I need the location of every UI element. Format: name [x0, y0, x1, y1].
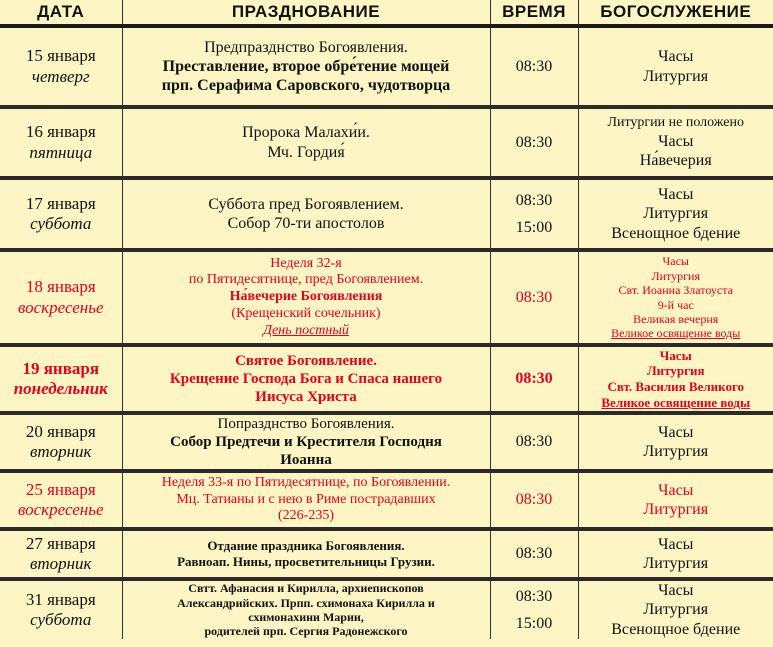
- service-item: Свт. Иоанна Златоуста: [618, 283, 733, 298]
- day-of-week: понедельник: [13, 379, 108, 398]
- date: 15 января: [25, 46, 96, 66]
- day-of-week: суббота: [30, 610, 92, 629]
- service-item: Литургия: [643, 501, 709, 518]
- fast-day-note: День постный: [263, 322, 349, 338]
- service-time: 08:30: [515, 191, 553, 209]
- day-of-week: воскресенье: [17, 297, 104, 317]
- table-row: [0, 26, 773, 107]
- feast-line: Крещение Господа Бога и Спаса нашего: [169, 371, 443, 387]
- table-row: [0, 413, 773, 471]
- service-item: На́вечерия: [639, 151, 712, 169]
- feast-line: (226-235): [278, 508, 334, 524]
- day-of-week: четверг: [31, 66, 90, 86]
- table-row: [0, 107, 773, 178]
- feast-cell: [122, 178, 490, 250]
- date-cell: [0, 250, 122, 345]
- feast-line: по Пятидесятнице, пред Богоявлением.: [188, 272, 424, 288]
- service-time: 15:00: [515, 615, 553, 632]
- service-item: Часы: [658, 481, 694, 499]
- feast-cell: [122, 579, 490, 639]
- feast-cell: [122, 471, 490, 529]
- date-cell: [0, 579, 122, 639]
- feast-cell: [122, 26, 490, 107]
- service-time: 08:30: [515, 587, 553, 605]
- feast-line: Равноап. Нины, просветительницы Грузии.: [177, 554, 435, 569]
- feast-cell: [122, 250, 490, 345]
- feast-line: Мч. Гордия́: [267, 143, 345, 161]
- service-time: 08:30: [515, 433, 553, 451]
- service-cell: [578, 413, 773, 471]
- service-item: 9-й час: [657, 297, 694, 312]
- service-item: Часы: [658, 582, 694, 600]
- service-item: Литургия: [643, 555, 709, 572]
- day-of-week: вторник: [29, 442, 92, 461]
- service-item: Часы: [658, 423, 694, 441]
- table-row: [0, 345, 773, 413]
- time-cell: [490, 178, 578, 250]
- feast-cell: [122, 413, 490, 471]
- table-row: [0, 250, 773, 345]
- feast-line: Собор 70-ти апостолов: [227, 215, 385, 232]
- header-date: ДАТА: [0, 0, 122, 26]
- feast-line: Попразднство Богоявления.: [217, 416, 395, 432]
- feast-cell: [122, 529, 490, 579]
- service-cell: [578, 345, 773, 413]
- feast-line: На́вечерие Богоявления: [229, 289, 383, 305]
- header-service: БОГОСЛУЖЕНИЕ: [578, 0, 773, 26]
- date-cell: [0, 413, 122, 471]
- time-cell: [490, 107, 578, 178]
- table-row: [0, 178, 773, 250]
- service-time: 08:30: [515, 545, 553, 563]
- service-item: Всенощное бдение: [611, 224, 741, 242]
- date: 17 января: [25, 193, 96, 213]
- feast-line: Мц. Татианы и с нею в Риме пострадавших: [176, 491, 436, 507]
- feast-line: Неделя 33-я по Пятидесятнице, по Богоявлении.: [161, 474, 451, 490]
- service-time: 08:30: [515, 57, 553, 75]
- service-item: Великое освящение воды: [601, 394, 751, 410]
- service-item: Литургия: [643, 443, 709, 460]
- header-time: ВРЕМЯ: [490, 0, 578, 26]
- service-time: 15:00: [515, 219, 553, 236]
- time-cell: [490, 413, 578, 471]
- service-item: Часы: [658, 48, 694, 66]
- table-row: [0, 471, 773, 529]
- feast-line: Пророка Малахи́и.: [242, 124, 370, 142]
- service-item: Великая вечерня: [633, 311, 719, 326]
- service-item: Часы: [662, 254, 689, 269]
- date: 16 января: [25, 122, 96, 142]
- date: 20 января: [25, 421, 96, 441]
- feast-line: (Крещенский сочельник): [231, 305, 381, 321]
- date-cell: [0, 178, 122, 250]
- day-of-week: воскресенье: [17, 500, 104, 519]
- feast-cell: [122, 345, 490, 413]
- service-cell: [578, 250, 773, 345]
- date: 19 января: [22, 358, 100, 378]
- time-cell: [490, 26, 578, 107]
- service-cell: [578, 178, 773, 250]
- day-of-week: суббота: [30, 214, 92, 233]
- header-feast: ПРАЗДНОВАНИЕ: [122, 0, 490, 26]
- service-time: 08:30: [515, 370, 553, 388]
- service-item: Литургия: [643, 67, 709, 85]
- time-cell: [490, 250, 578, 345]
- service-time: 08:30: [515, 491, 553, 509]
- date: 25 января: [25, 479, 96, 499]
- date: 18 января: [25, 277, 96, 297]
- service-item: Часы: [658, 186, 694, 204]
- feast-line: схимонахини Марии,: [248, 610, 364, 624]
- time-cell: [490, 471, 578, 529]
- service-cell: [578, 579, 773, 639]
- service-item: Свт. Василия Великого: [607, 379, 745, 394]
- feast-line: Отдание праздника Богоявления.: [207, 538, 405, 554]
- service-item: Часы: [658, 535, 694, 553]
- service-item: Великое освящение воды: [611, 326, 741, 341]
- service-item: Литургия: [646, 363, 705, 379]
- feast-line: Святое Богоявление.: [235, 353, 377, 369]
- date-cell: [0, 107, 122, 178]
- service-item: Литургии не положено: [607, 114, 744, 130]
- service-cell: [578, 107, 773, 178]
- service-item: Литургия: [643, 205, 709, 223]
- feast-line: Свтт. Афанасия и Кирилла, архиепископов: [188, 581, 424, 596]
- time-cell: [490, 345, 578, 413]
- service-cell: [578, 26, 773, 107]
- service-cell: [578, 529, 773, 579]
- date-cell: [0, 471, 122, 529]
- header-row: [0, 0, 773, 26]
- date: 31 января: [25, 589, 96, 609]
- feast-line: Собор Предтечи и Крестителя Господня: [170, 434, 442, 450]
- feast-line: родителей прп. Сергия Радонежского: [204, 624, 408, 639]
- feast-line: прп. Серафима Саровского, чудотворца: [161, 77, 451, 95]
- service-cell: [578, 471, 773, 529]
- feast-line: Суббота пред Богоявлением.: [208, 195, 404, 213]
- service-item: Часы: [658, 132, 694, 150]
- feast-line: Преставление, второе обре́тение мощей: [162, 57, 450, 75]
- service-item: Часы: [659, 347, 692, 363]
- date: 27 января: [25, 533, 96, 553]
- table-row: [0, 529, 773, 579]
- time-cell: [490, 579, 578, 639]
- date-cell: [0, 529, 122, 579]
- service-item: Всенощное бдение: [611, 620, 741, 638]
- feast-cell: [122, 107, 490, 178]
- table-row: [0, 579, 773, 639]
- service-time: 08:30: [515, 288, 553, 306]
- feast-line: Иисуса Христа: [255, 389, 357, 405]
- day-of-week: пятница: [29, 142, 93, 162]
- date-cell: [0, 26, 122, 107]
- date-cell: [0, 345, 122, 413]
- feast-line: Предпразднство Богоявления.: [204, 38, 408, 56]
- day-of-week: вторник: [29, 554, 92, 573]
- feast-line: Иоанна: [280, 452, 332, 468]
- time-cell: [490, 529, 578, 579]
- feast-line: Неделя 32-я: [270, 255, 342, 271]
- service-item: Литургия: [643, 601, 709, 619]
- service-time: 08:30: [515, 133, 553, 151]
- service-item: Литургия: [651, 268, 700, 283]
- feast-line: Александрийских. Прпп. схимонаха Кирилла и: [177, 595, 435, 610]
